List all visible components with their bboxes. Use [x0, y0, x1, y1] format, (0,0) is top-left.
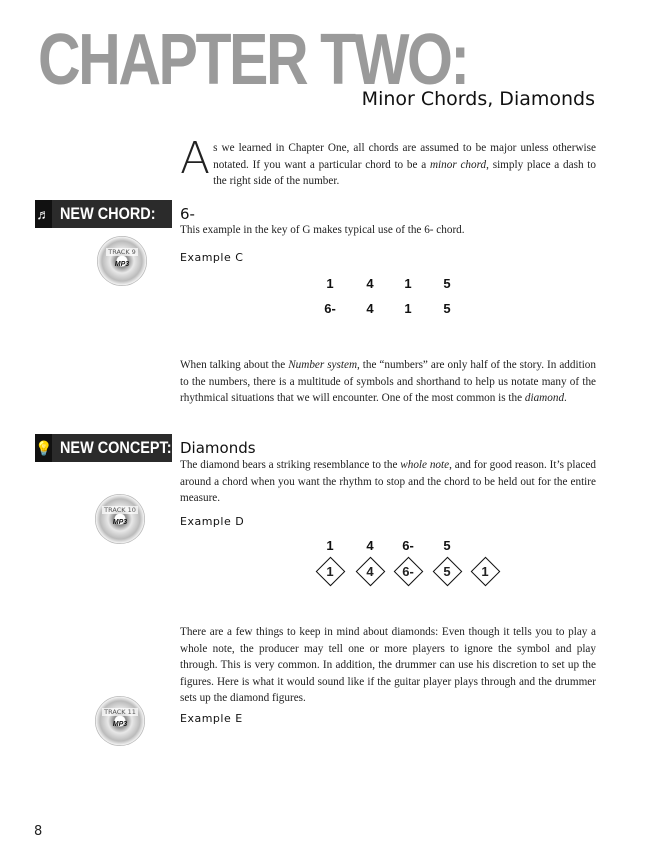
chord-number: 6- — [402, 538, 414, 553]
chord-number: 1 — [326, 276, 334, 291]
chord-number: 5 — [443, 276, 451, 291]
chord-heading: 6- — [180, 205, 195, 223]
mp3-label: MP3 — [114, 261, 130, 268]
text-italic: minor chord — [429, 158, 487, 171]
intro-paragraph — [180, 133, 596, 190]
guitar-neck-icon: ♬ — [35, 200, 52, 228]
text: , the “numbers” are only half of the story. In addition to the numbers, there is a multitude of symbols and shorthand to help us notate many of the rhythmical situations that we will encounter. One of the most common is the — [180, 359, 596, 404]
text-italic: whole note — [400, 459, 450, 471]
diamond-chord — [432, 556, 462, 586]
chapter-subtitle: Minor Chords, Diamonds — [361, 88, 595, 110]
concept-heading: Diamonds — [180, 439, 256, 457]
chord-number: 1 — [326, 538, 334, 553]
chord-number: 4 — [366, 276, 374, 291]
chapter-title: CHAPTER TWO: — [38, 20, 468, 100]
new-concept-banner — [35, 434, 172, 462]
chord-number: 5 — [443, 301, 451, 316]
drop-cap: A — [180, 133, 211, 184]
chord-number: 4 — [366, 563, 374, 579]
cd-track-9-icon — [97, 236, 147, 286]
text-italic: Number system — [288, 359, 358, 371]
chord-number: 4 — [366, 301, 374, 316]
chord-number: 1 — [404, 276, 412, 291]
number-system-paragraph — [180, 357, 596, 407]
text: , and for good reason. It’s placed around a chord when you want the rhythm to stop and the chord to be held out for the entire measure. — [180, 459, 596, 504]
new-chord-banner — [35, 200, 172, 228]
chord-number: 6- — [402, 563, 414, 579]
track-label: TRACK 11 — [104, 708, 136, 716]
chord-description: This example in the key of G makes typical use of the 6- chord. — [180, 224, 465, 236]
lightbulb-icon: 💡 — [35, 434, 52, 462]
page-number: 8 — [34, 824, 43, 839]
text: The diamond bears a striking resemblance to the — [180, 459, 401, 471]
diamond-notes-paragraph: There are a few things to keep in mind about diamonds: Even though it tells you to play a whole note, the producer may tell one or more players to ignore the symbol and play through. This is very common. In addition, the drummer can use his discretion to set up the figures. Here is what it would sound like if the guitar player plays through and the drummer sets up the diamond figures. — [180, 626, 596, 704]
chord-number: 4 — [366, 538, 374, 553]
example-e-label: Example E — [180, 712, 243, 725]
mp3-label: MP3 — [112, 721, 128, 728]
cd-track-10-icon — [95, 494, 145, 544]
chord-number: 1 — [481, 563, 489, 579]
diamond-chord — [470, 556, 500, 586]
chord-number: 1 — [326, 563, 334, 579]
diamond-chord — [393, 556, 423, 586]
mp3-label: MP3 — [112, 519, 128, 526]
text: . — [564, 392, 567, 404]
track-label: TRACK 10 — [104, 506, 136, 514]
text: , simply place a dash to the right side of the number. — [213, 158, 596, 187]
example-d-label: Example D — [180, 515, 245, 528]
chord-number: 5 — [443, 563, 451, 579]
chord-number: 6- — [324, 301, 336, 316]
chord-number: 1 — [404, 301, 412, 316]
cd-track-11-icon — [95, 696, 145, 746]
diamond-description — [180, 457, 596, 507]
diamond-chord — [355, 556, 385, 586]
text: s we learned in Chapter One, all chords are assumed to be major unless otherwise notated. If you want a particular chord to be a — [213, 142, 596, 171]
chord-number: 5 — [443, 538, 451, 553]
text-italic: diamond — [524, 392, 565, 404]
banner-label: NEW CONCEPT: — [60, 438, 173, 457]
diamond-chord — [315, 556, 345, 586]
text: When talking about the — [180, 359, 289, 371]
example-c-label: Example C — [180, 251, 244, 264]
banner-label: NEW CHORD: — [59, 204, 156, 223]
track-label: TRACK 9 — [108, 248, 136, 256]
